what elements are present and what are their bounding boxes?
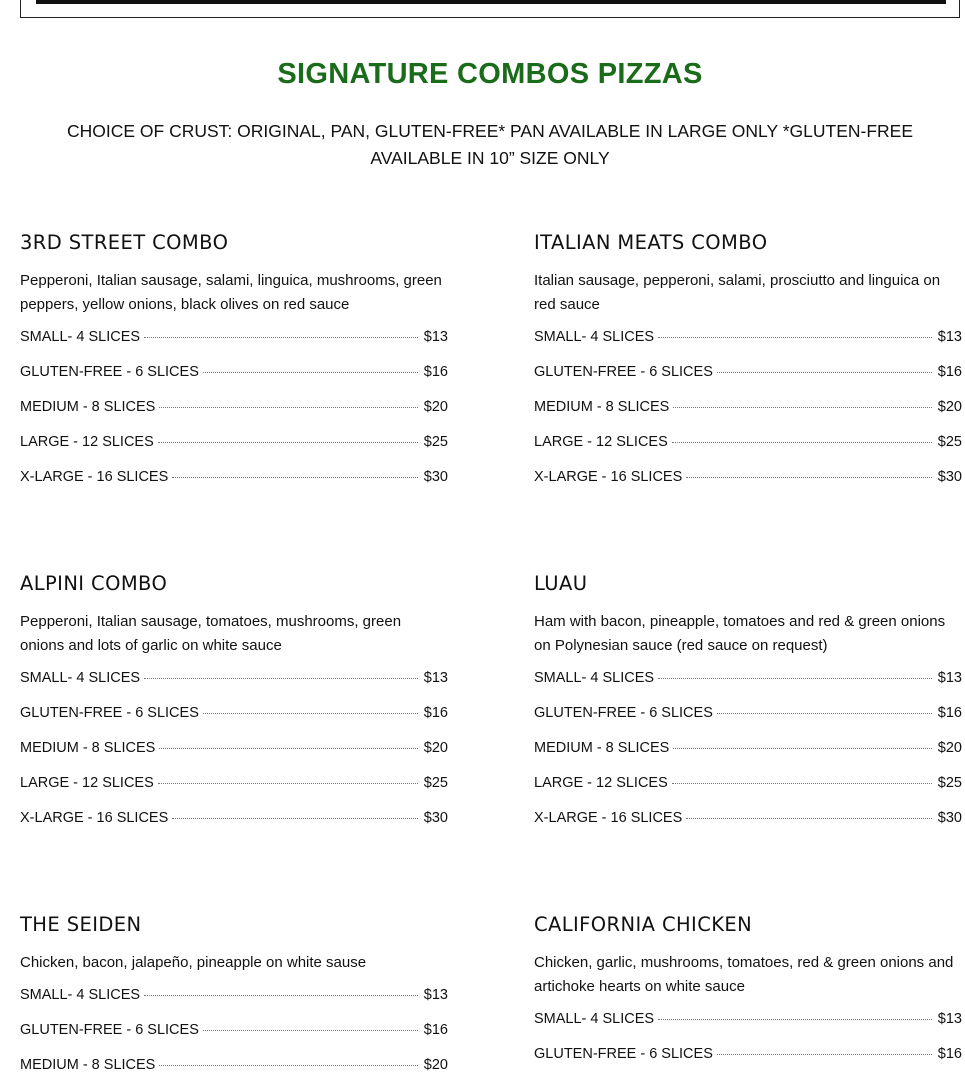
menu-section-3rd-street-combo [20,231,448,504]
price-row [20,810,448,845]
section-title: ALPINI COMBO [20,572,168,595]
dot-leader [144,994,418,996]
dot-leader [144,677,418,679]
price-row [534,810,962,845]
dot-leader [658,1018,932,1020]
price-row [20,469,448,504]
price-value: $16 [937,1046,962,1062]
section-title: LUAU [534,572,588,595]
size-label: GLUTEN-FREE - 6 SLICES [534,705,713,721]
price-value: $20 [937,399,962,415]
size-label: MEDIUM - 8 SLICES [20,740,156,756]
size-label: LARGE - 12 SLICES [20,434,154,450]
top-divider [36,0,946,4]
price-value: $20 [423,399,448,415]
menu-section-alpini-combo [20,572,448,845]
size-label: GLUTEN-FREE - 6 SLICES [534,364,713,380]
section-title: CALIFORNIA CHICKEN [534,913,753,936]
dot-leader [717,371,932,373]
price-row [534,670,962,705]
dot-leader [172,476,418,478]
price-row [534,329,962,364]
price-row [534,399,962,434]
menu-section-luau [534,572,962,845]
size-label: SMALL- 4 SLICES [20,670,141,686]
price-row [20,364,448,399]
size-label: GLUTEN-FREE - 6 SLICES [20,364,199,380]
price-value: $16 [423,364,448,380]
price-row [20,987,448,1022]
dot-leader [203,371,418,373]
dot-leader [658,336,932,338]
price-value: $25 [937,775,962,791]
price-value: $13 [937,670,962,686]
price-value: $25 [937,434,962,450]
size-label: MEDIUM - 8 SLICES [20,399,156,415]
dot-leader [717,1053,932,1055]
size-label: SMALL- 4 SLICES [20,987,141,1003]
menu-section-the-seiden [20,913,448,1092]
dot-leader [203,712,418,714]
size-label: GLUTEN-FREE - 6 SLICES [534,1046,713,1062]
price-row [20,399,448,434]
size-label: LARGE - 12 SLICES [20,775,154,791]
dot-leader [158,441,418,443]
price-value: $20 [423,740,448,756]
price-row [20,329,448,364]
price-row [20,775,448,810]
size-label: LARGE - 12 SLICES [534,434,668,450]
dot-leader [158,782,418,784]
dot-leader [686,476,932,478]
price-value: $13 [937,329,962,345]
page-subtitle: CHOICE OF CRUST: ORIGINAL, PAN, GLUTEN-FREE* PAN AVAILABLE IN LARGE ONLY *GLUTEN-FREE AVAILABLE IN 10” SIZE ONLY [66,121,913,168]
size-label: GLUTEN-FREE - 6 SLICES [20,705,199,721]
size-label: SMALL- 4 SLICES [20,329,141,345]
dot-leader [203,1029,418,1031]
price-value: $16 [937,705,962,721]
price-value: $13 [937,1011,962,1027]
dot-leader [673,406,931,408]
price-value: $20 [423,1057,448,1073]
section-title: THE SEIDEN [20,913,142,936]
price-list [20,670,448,845]
dot-leader [672,441,932,443]
section-title: 3RD STREET COMBO [20,231,229,254]
size-label: MEDIUM - 8 SLICES [20,1057,156,1073]
section-description: Italian sausage, pepperoni, salami, prosciutto and linguica on red sauce [534,272,941,313]
price-value: $16 [423,1022,448,1038]
price-value: $30 [937,469,962,485]
size-label: X-LARGE - 16 SLICES [534,469,683,485]
price-value: $13 [423,670,448,686]
price-list [534,670,962,845]
dot-leader [172,817,418,819]
dot-leader [672,782,932,784]
dot-leader [159,406,417,408]
size-label: X-LARGE - 16 SLICES [20,810,169,826]
price-row [20,740,448,775]
price-row [534,775,962,810]
price-list [534,329,962,504]
dot-leader [658,677,932,679]
price-row [20,1022,448,1057]
price-value: $13 [423,329,448,345]
dot-leader [673,747,931,749]
price-row [534,1046,962,1081]
price-list [534,1011,962,1081]
size-label: SMALL- 4 SLICES [534,1011,655,1027]
size-label: MEDIUM - 8 SLICES [534,399,670,415]
size-label: SMALL- 4 SLICES [534,329,655,345]
dot-leader [717,712,932,714]
price-row [534,469,962,504]
dot-leader [159,747,417,749]
price-value: $30 [937,810,962,826]
size-label: X-LARGE - 16 SLICES [534,810,683,826]
section-title: ITALIAN MEATS COMBO [534,231,768,254]
price-row [20,670,448,705]
price-value: $25 [423,775,448,791]
section-description: Pepperoni, Italian sausage, salami, linguica, mushrooms, green peppers, yellow onions, black olives on red sauce [20,272,442,313]
price-value: $13 [423,987,448,1003]
size-label: SMALL- 4 SLICES [534,670,655,686]
price-row [20,434,448,469]
price-row [534,740,962,775]
price-value: $20 [937,740,962,756]
price-value: $30 [423,810,448,826]
price-value: $16 [937,364,962,380]
dot-leader [159,1064,417,1066]
price-row [534,364,962,399]
price-list [20,987,448,1092]
section-description: Pepperoni, Italian sausage, tomatoes, mushrooms, green onions and lots of garlic on white sauce [20,613,402,654]
size-label: X-LARGE - 16 SLICES [20,469,169,485]
size-label: MEDIUM - 8 SLICES [534,740,670,756]
price-value: $16 [423,705,448,721]
dot-leader [686,817,932,819]
price-value: $25 [423,434,448,450]
price-row [534,1011,962,1046]
price-row [20,1057,448,1092]
size-label: GLUTEN-FREE - 6 SLICES [20,1022,199,1038]
size-label: LARGE - 12 SLICES [534,775,668,791]
price-value: $30 [423,469,448,485]
price-row [20,705,448,740]
section-description: Chicken, bacon, jalapeño, pineapple on white sause [20,954,367,971]
price-row [534,705,962,740]
page-title: SIGNATURE COMBOS PIZZAS [277,58,703,90]
menu-section-california-chicken [534,913,962,1081]
section-description: Ham with bacon, pineapple, tomatoes and red & green onions on Polynesian sauce (red sauce on request) [534,613,946,654]
price-row [534,434,962,469]
section-description: Chicken, garlic, mushrooms, tomatoes, red & green onions and artichoke hearts on white sauce [534,954,954,995]
price-list [20,329,448,504]
menu-section-italian-meats-combo [534,231,962,504]
dot-leader [144,336,418,338]
